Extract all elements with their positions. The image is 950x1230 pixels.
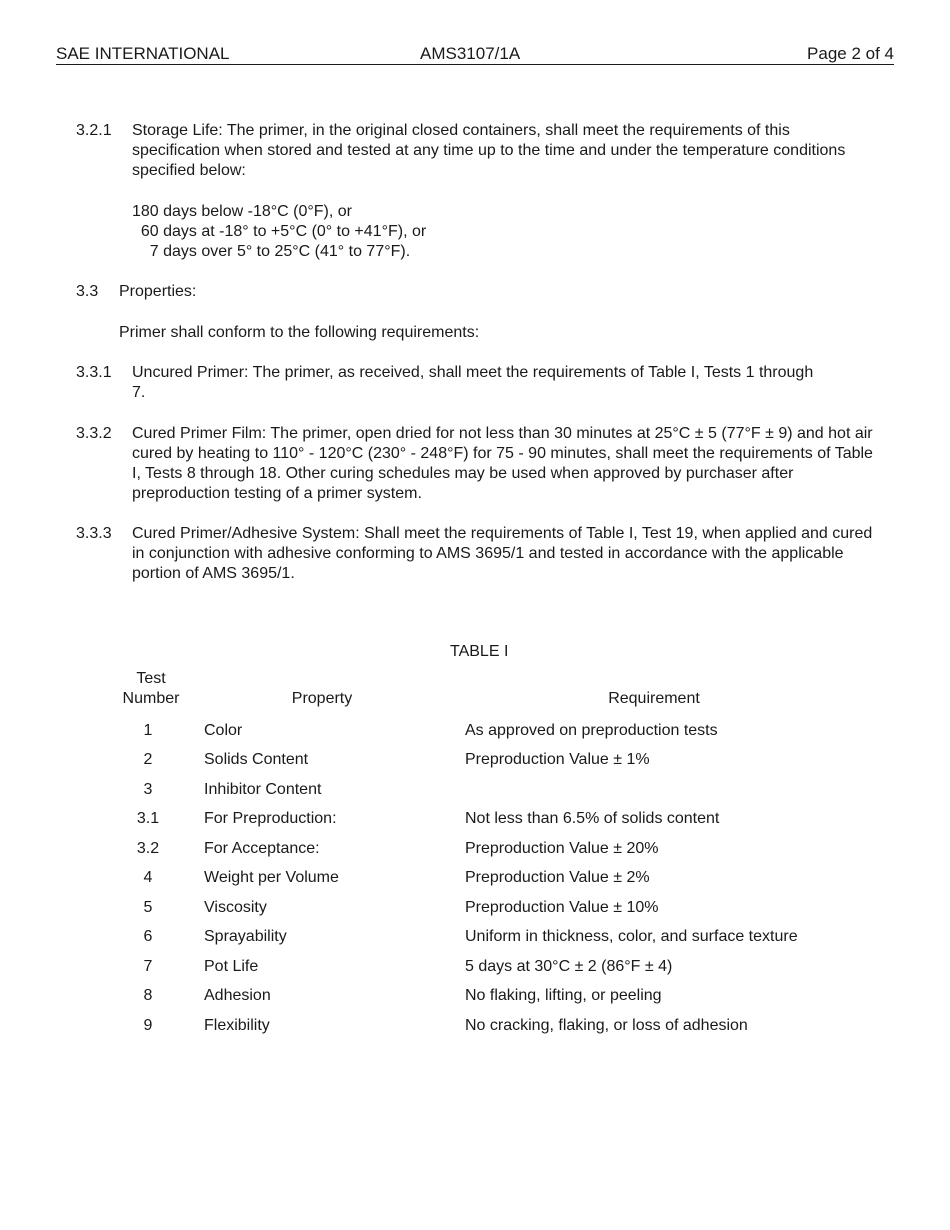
- property-name: Inhibitor Content: [204, 781, 322, 798]
- test-number: 3.1: [136, 810, 160, 827]
- requirement-value: Uniform in thickness, color, and surface texture: [465, 928, 798, 945]
- section-text: Cured Primer/Adhesive System: Shall meet the requirements of Table I, Test 19, when applied and cured in conjunction with adhesive conforming to AMS 3695/1 and tested in accordance with the applicable portion of AMS 3695/1.: [132, 525, 873, 582]
- table-row: [0, 779, 950, 801]
- table-row: [0, 838, 950, 860]
- section-title: Properties:: [119, 283, 197, 300]
- section-number: 3.3: [76, 283, 99, 300]
- page-header: [56, 44, 894, 65]
- table-title: TABLE I: [450, 643, 509, 660]
- table-row: [0, 926, 950, 948]
- header-requirement: Requirement: [608, 690, 700, 707]
- table-row: [0, 956, 950, 978]
- property-name: For Preproduction:: [204, 810, 337, 827]
- test-number: 4: [143, 869, 153, 886]
- section-text: Storage Life: The primer, in the original closed containers, shall meet the requirements of this specification when stored and tested at any time up to the time and under the temperature conditions specified below:: [132, 122, 846, 179]
- table-row: [0, 985, 950, 1007]
- header-page-number: Page 2 of 4: [807, 44, 894, 63]
- header-doc-number: AMS3107/1A: [420, 44, 521, 63]
- test-number: 3.2: [136, 840, 160, 857]
- test-number: 3: [143, 781, 153, 798]
- property-name: Solids Content: [204, 751, 309, 768]
- property-name: For Acceptance:: [204, 840, 320, 857]
- test-number: 1: [143, 722, 153, 739]
- requirement-value: No cracking, flaking, or loss of adhesion: [465, 1017, 748, 1034]
- header-test-number: [118, 669, 184, 709]
- header-org: SAE INTERNATIONAL: [56, 44, 230, 63]
- requirement-value: As approved on preproduction tests: [465, 722, 718, 739]
- test-number: 8: [143, 987, 153, 1004]
- requirement-value: Preproduction Value ± 1%: [465, 751, 650, 768]
- section-text: Uncured Primer: The primer, as received, shall meet the requirements of Table I, Tests 1 through 7.: [132, 364, 814, 401]
- requirement-value: 5 days at 30°C ± 2 (86°F ± 4): [465, 958, 673, 975]
- storage-line: 180 days below -18°C (0°F), or: [132, 203, 352, 220]
- property-name: Flexibility: [204, 1017, 270, 1034]
- section-number: 3.3.1: [76, 364, 112, 381]
- table-row: [0, 720, 950, 742]
- requirement-value: No flaking, lifting, or peeling: [465, 987, 662, 1004]
- section-text: Cured Primer Film: The primer, open dried for not less than 30 minutes at 25°C ± 5 (77°F ± 9) and hot air cured by heating to 110° - 120°C (230° - 248°F) for 75 - 90 minutes, shall meet the requirements of Table I, Tests 8 through 18. Other curing schedules may be used when approved by purchaser after preproduction testing of a primer system.: [132, 425, 873, 502]
- property-name: Viscosity: [204, 899, 267, 916]
- section-number: 3.3.3: [76, 525, 112, 542]
- storage-line: 7 days over 5° to 25°C (41° to 77°F).: [132, 243, 411, 260]
- table-row: [0, 808, 950, 830]
- test-number: 9: [143, 1017, 153, 1034]
- section-number: 3.3.2: [76, 425, 112, 442]
- table-row: [0, 1015, 950, 1037]
- property-name: Adhesion: [204, 987, 271, 1004]
- table-row: [0, 867, 950, 889]
- requirement-value: Preproduction Value ± 10%: [465, 899, 659, 916]
- table-row: [0, 897, 950, 919]
- requirement-value: Preproduction Value ± 2%: [465, 869, 650, 886]
- property-name: Color: [204, 722, 243, 739]
- header-number-label: Number: [122, 690, 180, 707]
- test-number: 7: [143, 958, 153, 975]
- test-number: 5: [143, 899, 153, 916]
- property-name: Pot Life: [204, 958, 259, 975]
- storage-line: 60 days at -18° to +5°C (0° to +41°F), or: [132, 223, 427, 240]
- header-test-label: Test: [136, 670, 166, 687]
- requirement-value: Preproduction Value ± 20%: [465, 840, 659, 857]
- test-number: 6: [143, 928, 153, 945]
- property-name: Weight per Volume: [204, 869, 339, 886]
- table-row: [0, 749, 950, 771]
- header-property: Property: [291, 690, 353, 707]
- requirement-value: Not less than 6.5% of solids content: [465, 810, 720, 827]
- property-name: Sprayability: [204, 928, 287, 945]
- test-number: 2: [143, 751, 153, 768]
- section-number: 3.2.1: [76, 122, 112, 139]
- section-intro: Primer shall conform to the following requirements:: [119, 324, 480, 341]
